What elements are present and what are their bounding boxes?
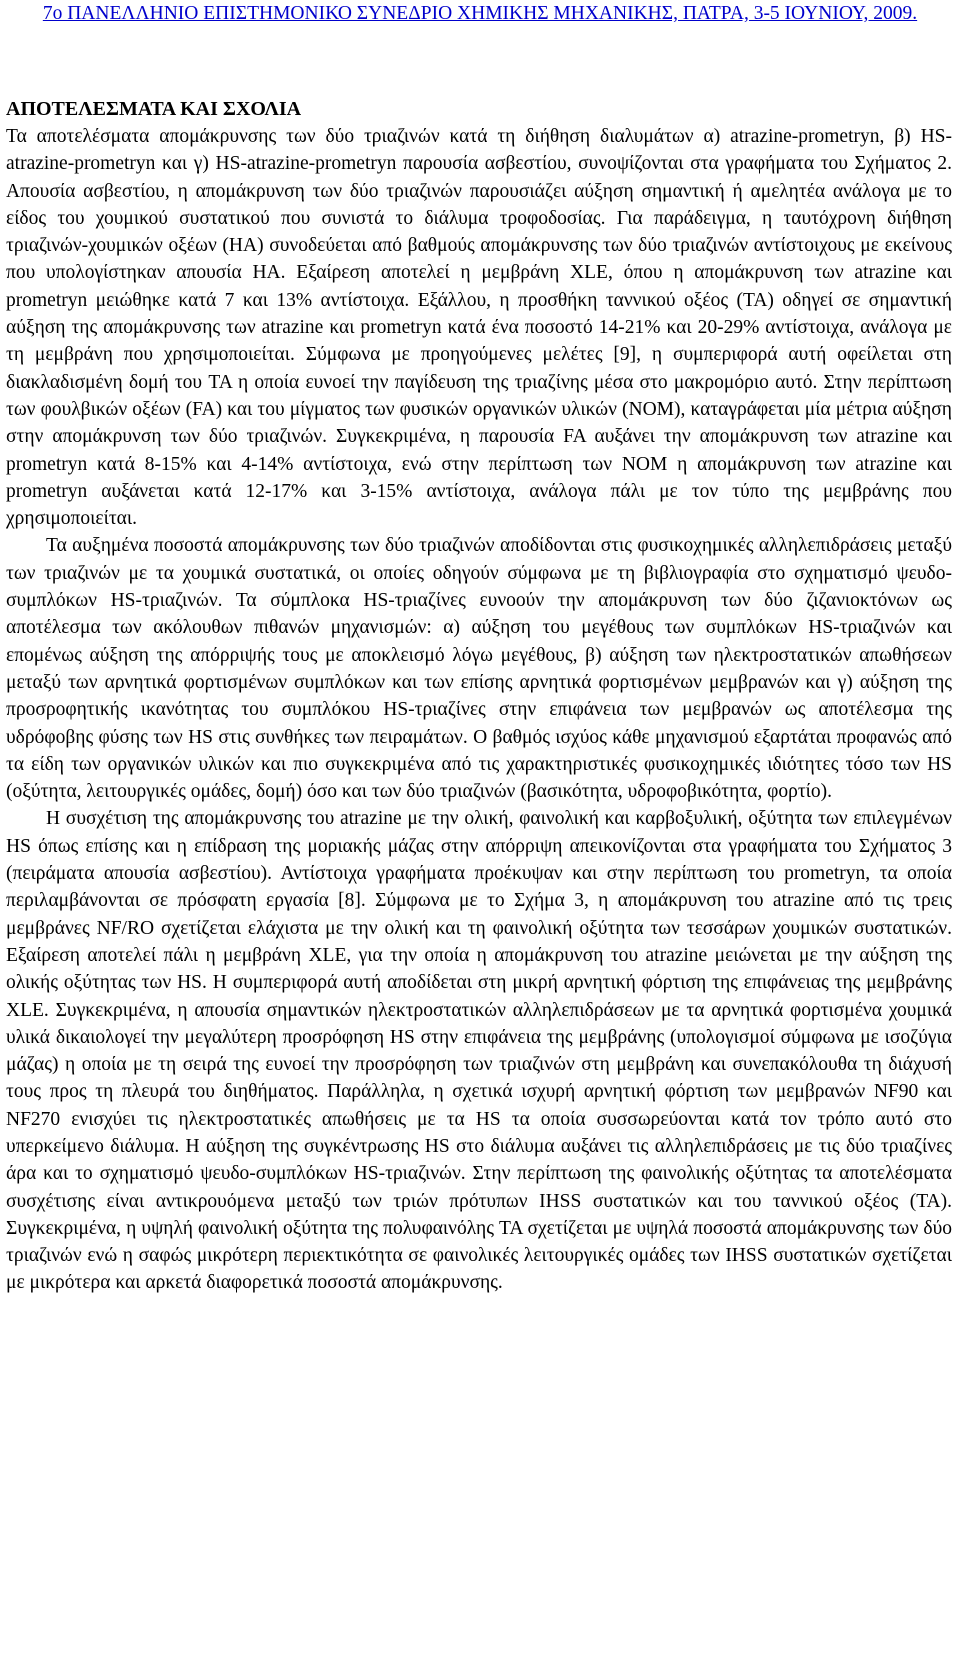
paragraph-3: Η συσχέτιση της απομάκρυνσης του atrazine με την ολική, φαινολική και καρβοξυλική, οξύτητα των επιλεγμένων HS όπως επίσης και η επίδραση της μοριακής μάζας στην απόρριψη απεικονίζονται στα γραφήματα του Σχήματος 3 (πειράματα απουσία ασβεστίου). Αντίστοιχα γραφήματα προέκυψαν και στην περίπτωση του prometryn, τα οποία περιλαμβάνονται σε πρόσφατη εργασία [8]. Σύμφωνα με το Σχήμα 3, η απομάκρυνση του atrazine από τις τρεις μεμβράνες NF/RO σχετίζεται ελάχιστα με την ολική και τη φαινολική οξύτητα των τεσσάρων χουμικών συστατικών. Εξαίρεση αποτελεί πάλι η μεμβράνη XLE, για την οποία η απομάκρυνση του atrazine μειώνεται με την αύξηση της ολικής οξύτητας των HS. Η συμπεριφορά αυτή αποδίδεται στη μικρή αρνητική φόρτιση της επιφάνειας της μεμβράνης XLE. Συγκεκριμένα, η απουσία σημαντικών ηλεκτροστατικών αλληλεπιδράσεων με τα αρνητικά φορτισμένα χουμικά υλικά δικαιολογεί την μεγαλύτερη προσρόφηση HS στην επιφάνεια της μεμβράνης (υπολογισμοί σύμφωνα με ισοζύγια μάζας) η οποία με τη σειρά της ευνοεί την προσρόφηση των τριαζινών στη μεμβράνη και συνεπακόλουθα τη διάχυσή τους προς τη πλευρά του διηθήματος. Παράλληλα, η σχετικά ισχυρή αρνητική φόρτιση των μεμβρανών NF90 και NF270 ενισχύει τις ηλεκτροστατικές απωθήσεις με τα HS τα οποία συσσωρεύονται κατά τον τρόπο αυτό στο υπερκείμενο διάλυμα. Η αύξηση της συγκέντρωσης HS στο διάλυμα αυξάνει τις αλληλεπιδράσεις με τις δύο τριαζίνες άρα και το σχηματισμό ψευδο-συμπλόκων HS-τριαζινών. Στην περίπτωση της φαινολικής οξύτητας τα αποτελέσματα συσχέτισης είναι αντικρουόμενα μεταξύ των τριών πρότυπων IHSS συστατικών και του ταννικού οξέος (TA). Συγκεκριμένα, η υψηλή φαινολική οξύτητα της πολυφαινόλης TA σχετίζεται με υψηλά ποσοστά απομάκρυνσης των δύο τριαζινών ενώ η σαφώς μικρότερη περιεκτικότητα σε φαινολικές λειτουργικές ομάδες των IHSS συστατικών σχετίζεται με μικρότερα και αρκετά διαφορετικά ποσοστά απομάκρυνσης.	[6, 808, 952, 1294]
paragraph-2: Τα αυξημένα ποσοστά απομάκρυνσης των δύο τριαζινών αποδίδονται στις φυσικοχημικές αλληλεπιδράσεις μεταξύ των τριαζινών με τα χουμικά συστατικά, οι οποίες οδηγούν σύμφωνα με τη βιβλιογραφία στο σχηματισμό ψευδο-συμπλόκων HS-τριαζινών. Τα σύμπλοκα HS-τριαζίνες ευνοούν την απομάκρυνση των δύο ζιζανιοκτόνων ως αποτέλεσμα των ακόλουθων πιθανών μηχανισμών: α) αύξηση του μεγέθους των συμπλόκων HS-τριαζινών και επομένως αύξηση της απόρριψής τους με αποκλεισμό λόγω μεγέθους, β) αύξηση των ηλεκτροστατικών απωθήσεων μεταξύ των αρνητικά φορτισμένων συμπλόκων και των επίσης αρνητικά φορτισμένων μεμβρανών και γ) αύξηση της προσροφητικής ικανότητας του συμπλόκου HS-τριαζίνες στην επιφάνεια των μεμβρανών ως αποτέλεσμα της υδρόφοβης φύσης των HS στις συνθήκες των πειραμάτων. Ο βαθμός ισχύος κάθε μηχανισμού εξαρτάται προφανώς από τα είδη των οργανικών υλικών και πιο συγκεκριμένα από τις χαρακτηριστικές φυσικοχημικές ιδιότητες τόσο των HS (οξύτητα, λειτουργικές ομάδες, δομή) όσο και των δύο τριαζινών (βασικότητα, υδροφοβικότητα, φορτίο).	[6, 535, 952, 803]
paragraph-1: Τα αποτελέσματα απομάκρυνσης των δύο τριαζινών κατά τη διήθηση διαλυμάτων α) atrazine-prometryn, β) HS-atrazine-prometryn και γ) HS-atrazine-prometryn παρουσία ασβεστίου, συνοψίζονται στα γραφήματα του Σχήματος 2. Απουσία ασβεστίου, η απομάκρυνση των δύο τριαζινών παρουσιάζει αύξηση σημαντική ή αμελητέα ανάλογα με το είδος του χουμικού συστατικού που συνιστά το διάλυμα τροφοδοσίας. Για παράδειγμα, η ταυτόχρονη διήθηση τριαζινών-χουμικών οξέων (HA) συνοδεύεται από βαθμούς απομάκρυνσης των δύο τριαζινών αντίστοιχους με εκείνους που υπολογίστηκαν απουσία HA. Εξαίρεση αποτελεί η μεμβράνη XLE, όπου η απομάκρυνση των atrazine και prometryn μειώθηκε κατά 7 και 13% αντίστοιχα. Εξάλλου, η προσθήκη ταννικού οξέος (TA) οδηγεί σε σημαντική αύξηση της απομάκρυνσης των atrazine και prometryn κατά ένα ποσοστό 14-21% και 20-29% αντίστοιχα, ανάλογα με τη μεμβράνη που χρησιμοποιείται. Σύμφωνα με προηγούμενες μελέτες [9], η συμπεριφορά αυτή οφείλεται στη διακλαδισμένη δομή του TA η οποία ευνοεί την παγίδευση της τριαζίνης μέσα στο μακρομόριο αυτό. Στην περίπτωση των φουλβικών οξέων (FA) και του μίγματος των φυσικών οργανικών υλικών (NOM), καταγράφεται μία μέτρια αύξηση στην απομάκρυνση των δύο τριαζινών. Συγκεκριμένα, η παρουσία FA αυξάνει την απομάκρυνση των atrazine και prometryn κατά 8-15% και 4-14% αντίστοιχα, ενώ στην περίπτωση των NOM η απομάκρυνση των atrazine και prometryn αυξάνεται κατά 12-17% και 3-15% αντίστοιχα, ανάλογα πάλι με τον τύπο της μεμβράνης που χρησιμοποιείται.	[6, 126, 952, 530]
section-title: ΑΠΟΤΕΛΕΣΜΑΤΑ ΚΑΙ ΣΧΟΛΙΑ	[6, 98, 302, 120]
conference-header-link[interactable]: 7ο ΠΑΝΕΛΛΗΝΙΟ ΕΠΙΣΤΗΜΟΝΙΚΟ ΣΥΝΕΔΡΙΟ ΧΗΜΙΚΗΣ ΜΗΧΑΝΙΚΗΣ, ΠΑΤΡΑ, 3-5 ΙΟΥΝΙΟΥ, 2009.	[42, 3, 918, 24]
results-section	[6, 95, 952, 1297]
